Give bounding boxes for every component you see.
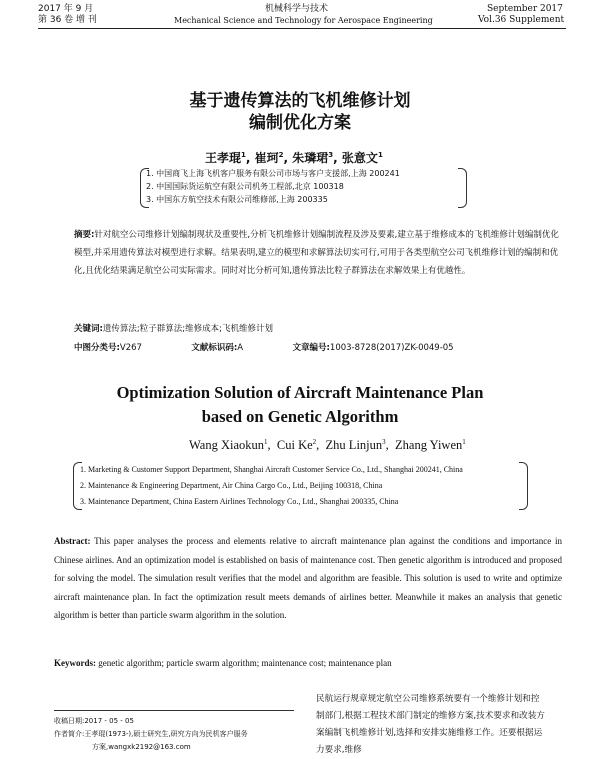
cn-keywords-label: 关键词: [74,324,103,334]
cn-affiliation-1: 1. 中国商飞上海飞机客户服务有限公司市场与客户支援部,上海 200241 [146,169,400,178]
footnote-rule [54,710,294,711]
clc-label: 中图分类号: [74,343,120,353]
cn-author-sup: 1 [377,151,383,159]
en-title-line2: based on Genetic Algorithm [201,407,399,426]
cn-classification [74,339,562,357]
cn-keywords-text: 遗传算法;粒子群算法;维修成本;飞机维修计划 [102,324,273,334]
en-affiliation-1: 1. Marketing & Customer Support Department, Shanghai Aircraft Customer Service Co., Ltd., Shanghai 200241, China [80,465,463,474]
header-rule [38,28,566,29]
header-journal-en: Mechanical Science and Technology for Aerospace Engineering [174,16,433,25]
en-author-name: Wang Xiaokun [189,438,265,453]
article-no-value: 1003-8728(2017)ZK-0049-05 [329,343,454,353]
cn-title-line2: 编制优化方案 [249,113,351,133]
en-author-sup: 3 [382,438,386,446]
clc-value: V267 [119,343,142,353]
cn-author-sup: 2 [278,151,284,159]
cn-aff-brace-right [458,168,467,208]
cn-abstract-text: 针对航空公司维修计划编制现状及重要性,分析飞机维修计划编制流程及涉及要素,建立基于维修成本的飞机维修计划编制优化模型,并采用遗传算法对模型进行求解。结果表明,建立的模型和求解算法切实可行,可用于各类型航空公司飞机维修计划的编制和优化,且优化结果满足航空公司实际需求。同时对比分析可知,遗传算法比粒子群算法在求解效果上有优越性。 [74,230,559,276]
cn-author-sup: 3 [328,151,334,159]
cn-author-name: 朱璘珺 [292,151,329,165]
en-abstract-label: Abstract: [54,536,91,546]
cn-authors: 王孝琨$^1$, 崔珂$^2$, 朱璘珺$^3$, 张意文$^1$ [205,151,383,165]
cn-affiliation-3: 3. 中国东方航空技术有限公司维修部,上海 200335 [146,195,328,204]
en-author-sup: 1 [264,438,268,446]
en-abstract [54,532,562,625]
cn-title-line1: 基于遗传算法的飞机维修计划 [189,91,411,111]
en-author-sup: 1 [462,438,466,446]
cn-affiliation-2: 2. 中国国际货运航空有限公司机务工程部,北京 100318 [146,182,344,191]
cn-abstract [74,226,562,280]
doc-code-value: A [237,343,244,353]
header-cn-date: 2017 年 9 月 [38,4,94,14]
en-aff-brace-right [519,462,528,510]
en-author-name: Cui Ke [276,438,313,453]
en-author-name: Zhu Linjun [325,438,383,453]
cn-author-sup: 1 [241,151,246,159]
en-keywords-text: genetic algorithm; particle swarm algorithm; maintenance cost; maintenance plan [98,658,392,668]
en-affiliation-3: 3. Maintenance Department, China Eastern Airlines Technology Co., Ltd., Shanghai 200335, China [80,497,399,506]
cn-author-name: 张意文 [341,151,378,165]
en-abstract-text: This paper analyses the process and elements relative to aircraft maintenance plan against the conditions and importance in Chinese airlines. And an optimization model is established on basis of maintenance cost. Then genetic algorithm is introduced and proposed for solving the model. The simulation result verifies that the model and algorithm are feasible. This solution is used to write and optimize aircraft maintenance plan. In fact the optimization result meets demands of airlines better. Meanwhile it makes an analysis that genetic algorithm is better than particle swarm algorithm in the solution. [54,536,563,621]
header-en-date: September 2017 [487,4,563,14]
en-title-line1: Optimization Solution of Aircraft Maintenance Plan [116,383,484,402]
en-author-name: Zhang Yiwen [395,438,463,453]
en-authors: Wang Xiaokun$^1$, Cui Ke$^2$, Zhu Linjun$^3$, Zhang Yiwen$^1$ [189,438,466,453]
en-keywords-label: Keywords: [54,658,96,668]
en-keywords [54,654,562,673]
header-en-volume: Vol.36 Supplement [478,15,565,25]
footnote-bio-line2: 方案,wangxk2192@163.com [92,743,191,751]
doc-code-label: 文献标识码: [191,343,238,353]
cn-abstract-label: 摘要: [74,230,95,240]
cn-author-name: 王孝琨 [205,151,242,165]
header-cn-volume: 第 36 卷 增 刊 [38,15,97,25]
body-right-column: 民航运行规章规定航空公司维修系统要有一个维修计划和控制部门,根据工程技术部门制定的维修方案,技术要求和改装方案编制飞机维修计划,选择和安排实施维修工作。还要根据运力要求,维修 [316,694,545,755]
header-journal-cn: 机械科学与技术 [265,4,329,14]
article-no-label: 文章编号: [292,343,330,353]
footnote-received: 收稿日期:2017 - 05 - 05 [54,717,134,725]
en-author-sup: 2 [312,438,317,446]
footnote-bio-line1: 作者简介:王孝琨(1973-),硕士研究生,研究方向为民机客户服务 [54,730,248,738]
cn-author-name: 崔珂 [254,151,279,165]
en-affiliation-2: 2. Maintenance & Engineering Department, Air China Cargo Co., Ltd., Beijing 100318, China [80,481,383,490]
cn-keywords [74,320,562,338]
